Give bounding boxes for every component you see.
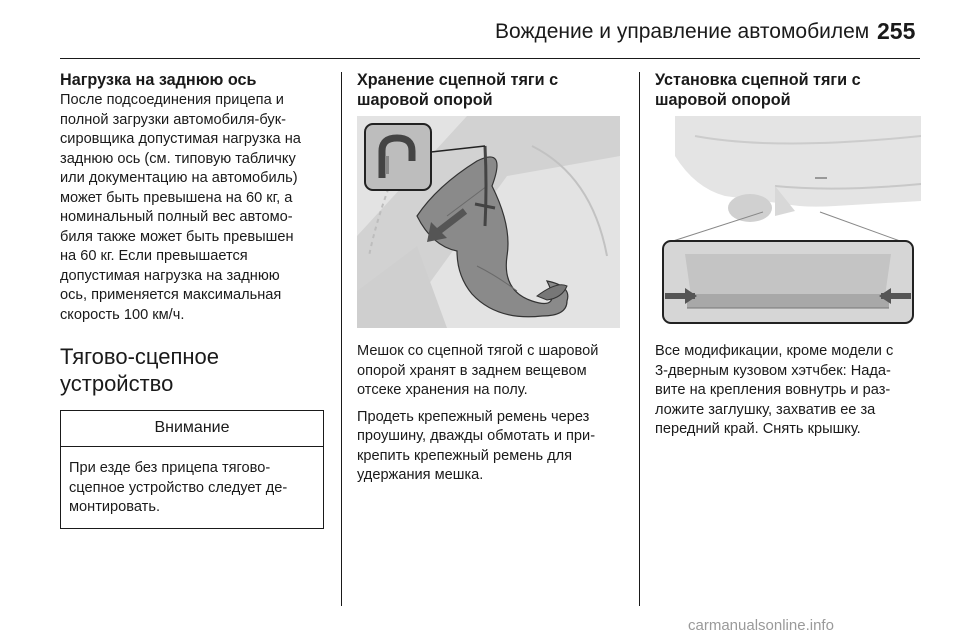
caution-title: Внимание [61,411,323,447]
storage-caption-2: Продеть крепежный ремень через проушину, дважды обмотать и при- крепить крепежный ремень для удержания мешка. [357,408,596,483]
column-3 [655,70,925,447]
page-number: 255 [877,18,916,44]
column-1 [60,70,330,529]
section-heading-rear-axle-load: Нагрузка на заднюю ось [60,71,257,89]
caution-text: При езде без прицепа тягово- сцепное устройство следует де- монтировать. [69,460,288,515]
column-divider-1 [341,72,342,606]
storage-bag-illustration [357,116,620,328]
bumper-cover-illustration [655,116,921,328]
running-header: Вождение и управление автомобилем [495,20,870,43]
watermark: carmanualsonline.info [688,617,834,634]
installation-text: Все модификации, кроме модели с 3-дверным кузовом хэтчбек: Нада- вите на крепления вовнутрь и раз- ложите заглушку, захватив ее за передний край. Снять крышку. [655,343,894,437]
section-heading-installation: Установка сцепной тяги с шаровой опорой [655,71,861,109]
header-divider [60,58,920,59]
caution-box [60,410,324,529]
section-heading-storage: Хранение сцепной тяги с шаровой опорой [357,71,559,109]
column-2 [357,70,625,493]
rear-axle-load-text: После подсоединения прицепа и полной загрузки автомобиля-бук- сировщика допустимая нагрузка на заднюю ось (см. типовую табличку или документацию на автомобиль) может быть превышена на 60 кг, а номинальный полный вес автомо- биля также может быть превышен на 60 кг. Если превышается допустимая нагрузка на заднюю ось, применяется максимальная скорость 100 км/ч. [60,92,301,323]
storage-caption-1: Мешок со сцепной тягой с шаровой опорой хранят в заднем вещевом отсеке хранения на полу. [357,343,599,398]
column-divider-2 [639,72,640,606]
section-heading-towbar: Тягово-сцепное устройство [60,344,220,396]
